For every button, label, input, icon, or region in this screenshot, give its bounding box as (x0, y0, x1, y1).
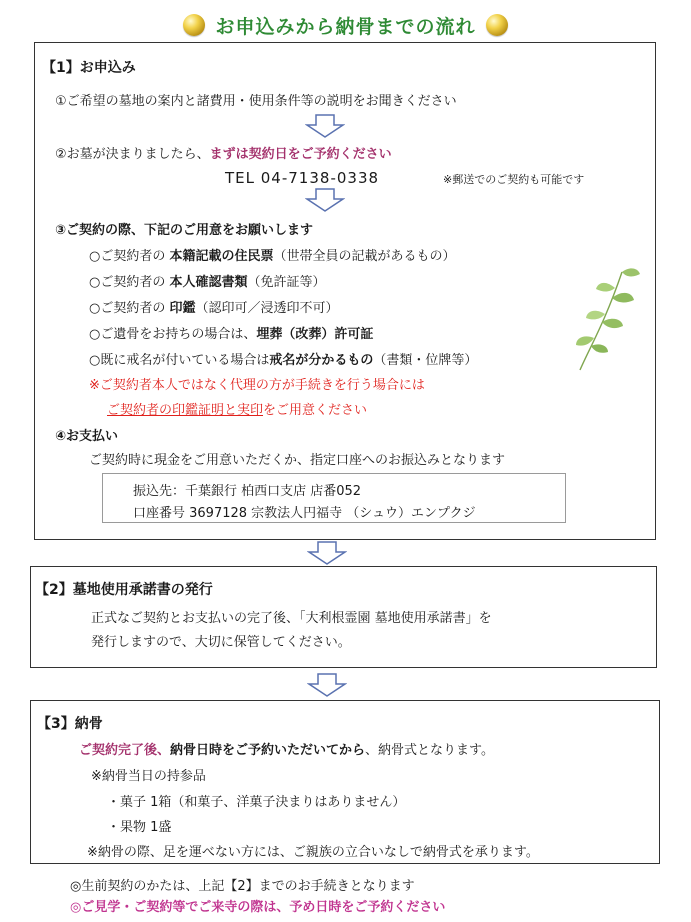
section-heading: 【2】墓地使用承諾書の発行 (35, 582, 213, 598)
section-heading: 【1】お申込み (42, 60, 136, 76)
list-item: ○ご契約者の 印鑑（認印可／浸透印不可） (89, 301, 339, 316)
bank-account: 口座番号 3697128 宗教法人円福寺 （シュウ）エンプクジ (133, 506, 476, 521)
proxy-notice: ※ご契約者本人ではなく代理の方が手続きを行う場合には (89, 378, 425, 393)
step-1: ①ご希望の墓地の案内と諸費用・使用条件等の説明をお聞きください (55, 94, 457, 109)
list-item: ○ご契約者の 本人確認書類（免許証等） (89, 275, 326, 290)
step-3: ③ご契約の際、下記のご用意をお願いします (55, 223, 314, 238)
certificate-line-1: 正式なご契約とお支払いの完了後、「大利根霊園 墓地使用承諾書」を (91, 611, 492, 626)
down-arrow-icon (307, 541, 347, 565)
footer-reservation: ◎ご見学・ご契約等でご来寺の際は、予め日時をご予約ください (70, 900, 446, 915)
mail-note: ※郵送でのご契約も可能です (443, 173, 585, 186)
down-arrow-icon (307, 673, 347, 697)
section-heading: 【3】納骨 (37, 716, 103, 732)
page-title: お申込みから納骨までの流れ (215, 15, 476, 38)
payment-text: ご契約時に現金をご用意いただくか、指定口座へのお振込みとなります (89, 453, 506, 468)
list-item: ○ご遺骨をお持ちの場合は、埋葬（改葬）許可証 (89, 327, 374, 342)
title-bar (0, 8, 691, 42)
bank-info-box (102, 473, 566, 523)
leaf-illustration (560, 262, 650, 372)
interment-note: ※納骨の際、足を運べない方には、ご親族の立合いなしで納骨式を承ります。 (87, 845, 539, 860)
proxy-requirement: ご契約者の印鑑証明と実印をご用意ください (107, 403, 368, 418)
section-interment (30, 700, 660, 864)
list-item: ○既に戒名が付いている場合は戒名が分かるもの（書類・位牌等） (89, 353, 478, 368)
bank-branch: 振込先：千葉銀行 柏西口支店 店番052 (133, 484, 362, 499)
footer-note: ◎生前契約のかたは、上記【2】までのお手続きとなります (70, 879, 415, 894)
section-certificate (30, 566, 657, 668)
phone-number: TEL 04-7138-0338 (225, 169, 380, 187)
certificate-line-2: 発行しますので、大切に保管してください。 (91, 635, 351, 650)
gold-orb-icon (486, 14, 508, 36)
step-4: ④お支払い (55, 429, 119, 444)
down-arrow-icon (305, 114, 345, 138)
item-sweets: ・菓子 1箱（和菓子、洋菓子決まりはありません） (107, 795, 406, 810)
down-arrow-icon (305, 188, 345, 212)
interment-line: ご契約完了後、納骨日時をご予約いただいてから、納骨式となります。 (79, 743, 494, 758)
item-fruit: ・果物 1盛 (107, 820, 172, 835)
items-heading: ※納骨当日の持参品 (91, 769, 206, 784)
list-item: ○ご契約者の 本籍記載の住民票（世帯全員の記載があるもの） (89, 249, 456, 264)
step-2: ②お墓が決まりましたら、まずは契約日をご予約ください (55, 147, 392, 162)
gold-orb-icon (183, 14, 205, 36)
